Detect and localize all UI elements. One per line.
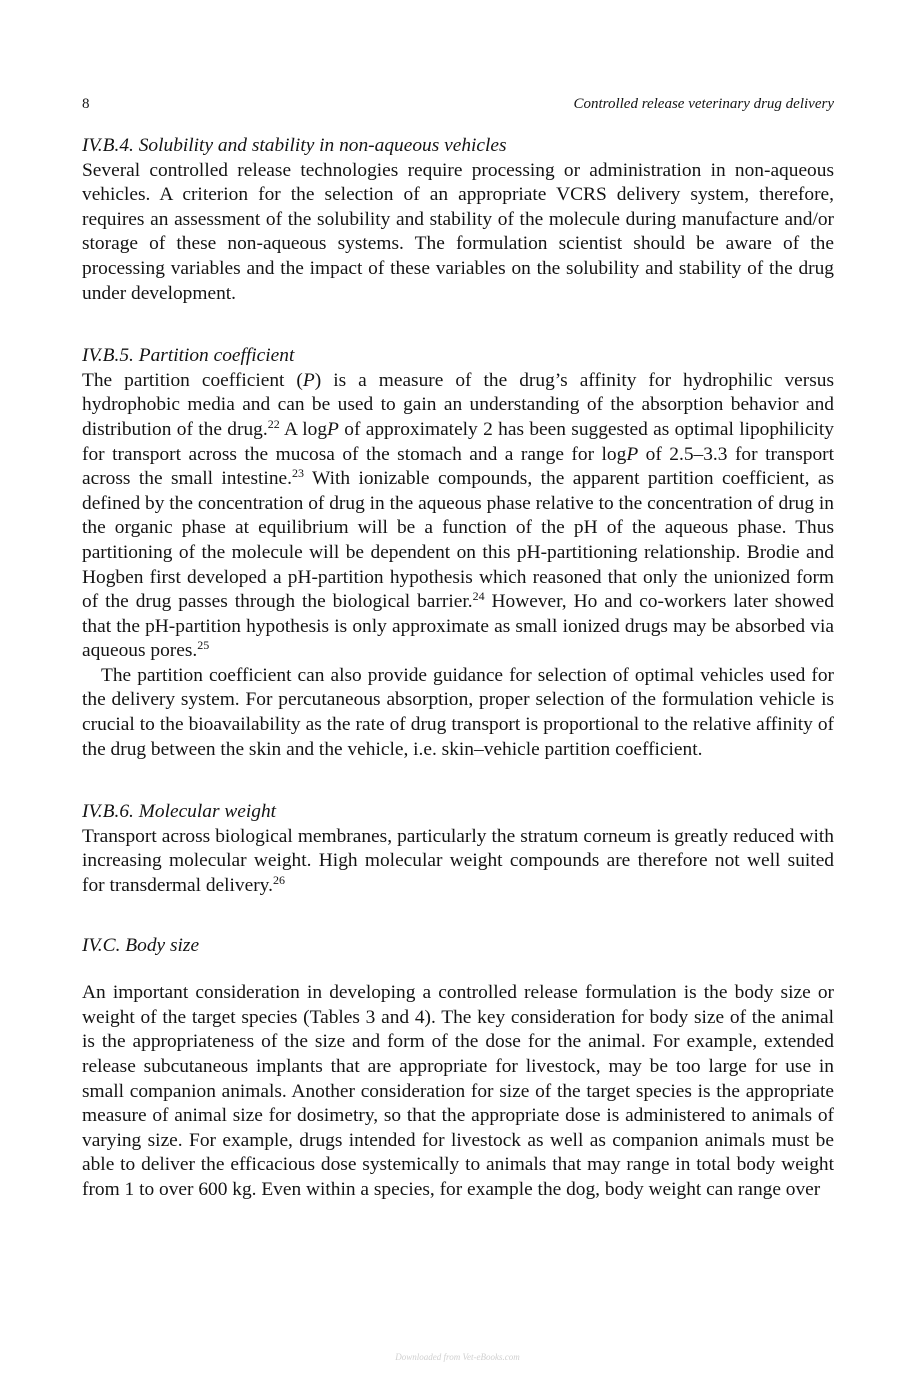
page-number: 8 bbox=[82, 96, 90, 112]
running-header bbox=[82, 96, 834, 122]
section-heading: IV.B.4. Solubility and stability in non-aqueous vehicles bbox=[82, 135, 507, 156]
paragraph: An important consideration in developing a controlled release formulation is the body size or weight of the target species (Tables 3 and 4). The key consideration for body size of the animal is the appropriateness of the size and form of the dose for the animal. For example, extended release subcutaneous implants that are appropriate for livestock, may be too large for use in small companion animals. Another consideration for size of the target species is the appropriate measure of animal size for dosimetry, so that the appropriate dose is administered to animals of varying size. For example, drugs intended for livestock as well as companion animals must be able to deliver the efficacious dose systemically to animals that may range in total body weight from 1 to over 600 kg. Even within a species, for example the dog, body weight can range over bbox=[82, 982, 834, 1200]
paragraph: The partition coefficient can also provide guidance for selection of optimal vehicles used for the delivery system. For percutaneous absorption, proper selection of the formulation vehicle is crucial to the bioavailability as the rate of drug transport is proportional to the relative affinity of the drug between the skin and the vehicle, i.e. skin–vehicle partition coefficient. bbox=[82, 664, 834, 760]
footnote-ref: 23 bbox=[291, 466, 304, 481]
section-solubility-stability bbox=[82, 134, 834, 306]
watermark: Downloaded from Vet-eBooks.com bbox=[395, 1352, 520, 1362]
paragraph: Several controlled release technologies require processing or administration in non-aqueous vehicles. A criterion for the selection of an appropriate VCRS delivery system, therefore, requires an assessment of the solubility and stability of the molecule during manufacture and/or storage of these non-aqueous systems. The formulation scientist should be aware of the processing variables and the impact of these variables on the solubility and stability of the drug under development. bbox=[82, 159, 834, 304]
section-molecular-weight bbox=[82, 800, 834, 898]
paragraph: The partition coefficient (P) is a measure of the drug’s affinity for hydrophilic versus hydrophobic media and can be used to gain an understanding of the absorption behavior and distribution of the drug.$^{22}$ A logP of approximately 2 has been suggested as optimal lipophilicity for transport across the mucosa of the stomach and a range for logP of 2.5–3.3 for transport across the small intestine.$^{23}$ With ionizable compounds, the apparent partition coefficient, as defined by the concentration of drug in the aqueous phase relative to the concentration of drug in the organic phase at equilibrium will be a function of the pH of the aqueous phase. Thus partitioning of the molecule will be dependent on this pH-partitioning relationship. Brodie and Hogben first developed a pH-partition hypothesis which reasoned that only the unionized form of the drug passes through the biological barrier.$^{24}$ However, Ho and co-workers later showed that the pH-partition hypothesis is only approximate as small ionized drugs may be absorbed via aqueous pores.$^{25}$ bbox=[82, 369, 835, 662]
section-partition-coefficient bbox=[82, 344, 834, 762]
page bbox=[82, 96, 834, 1203]
footnote-ref: 22 bbox=[267, 416, 280, 431]
footnote-ref: 24 bbox=[472, 589, 485, 604]
section-body-size bbox=[82, 934, 834, 1203]
footnote-ref: 25 bbox=[197, 638, 210, 653]
running-title: Controlled release veterinary drug delivery bbox=[573, 96, 834, 112]
paragraph: Transport across biological membranes, particularly the stratum corneum is greatly reduced with increasing molecular weight. High molecular weight compounds are therefore not well suited for transdermal delivery.$^{26}$ bbox=[82, 825, 834, 897]
section-heading: IV.C. Body size bbox=[82, 934, 200, 956]
section-heading: IV.B.5. Partition coefficient bbox=[82, 345, 295, 367]
section-heading: IV.B.6. Molecular weight bbox=[82, 801, 277, 823]
footnote-ref: 26 bbox=[272, 873, 285, 888]
